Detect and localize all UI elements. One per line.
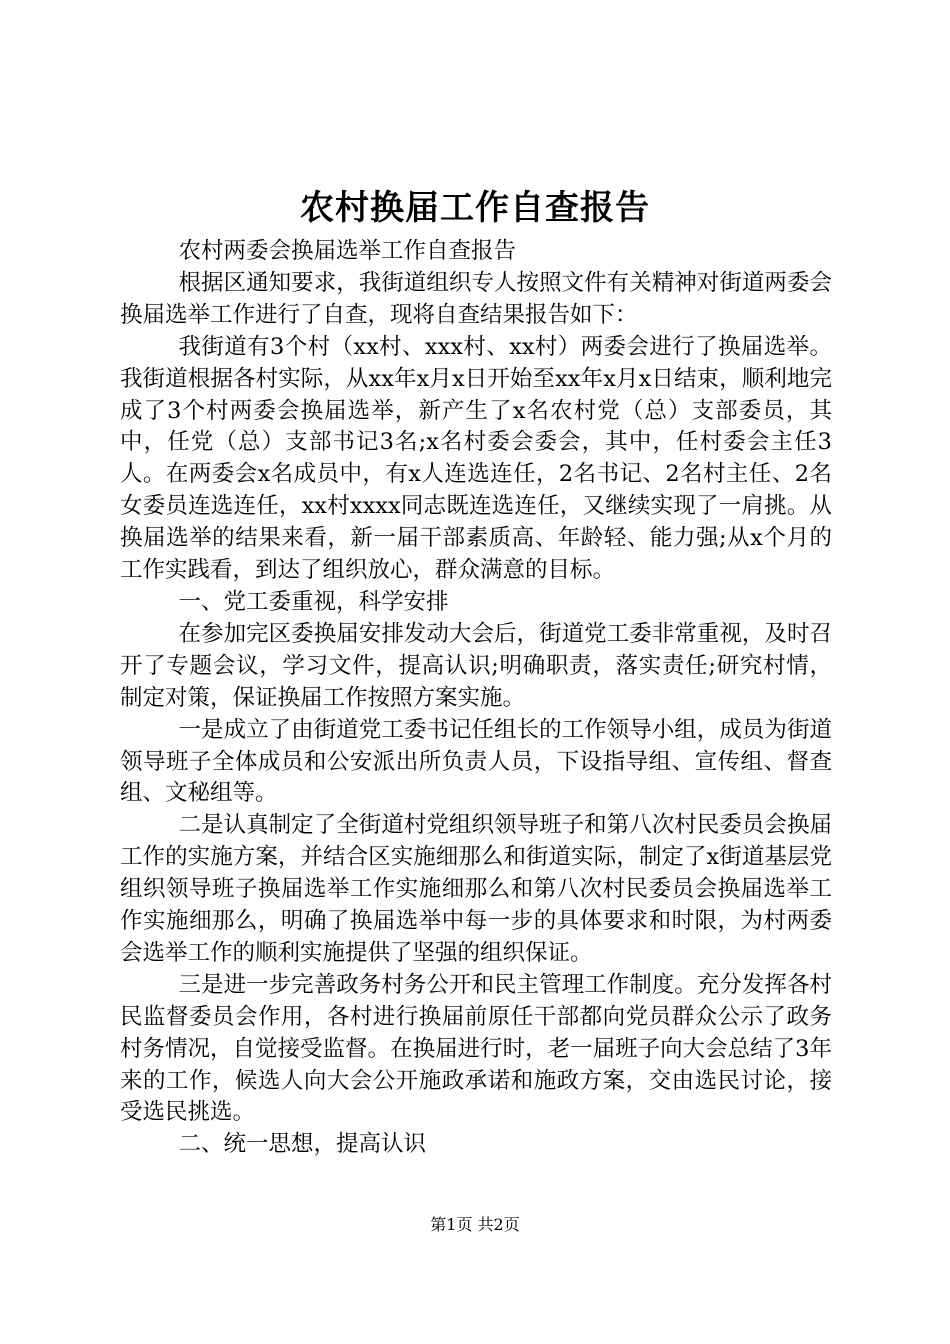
paragraph-intro: 根据区通知要求，我街道组织专人按照文件有关精神对街道两委会换届选举工作进行了自查，现将自查结果报告如下： — [120, 269, 832, 328]
document-body — [120, 236, 832, 1161]
paragraph-overview: 我街道有3个村（xx村、xxx村、xx村）两委会进行了换届选举。我街道根据各村实际，从xx年x月x日开始至xx年x月x日结束，顺利地完成了3个村两委会换届选举，新产生了x名农村党（总）支部委员，其中，任党（总）支部书记3名;x名村委会委会，其中，任村委会主任3人。在两委会x名成员中，有x人连选连任，2名书记、2名村主任、2名女委员连选连任，xx村xxxx同志既连选连任，又继续实现了一肩挑。从换届选举的结果来看，新一届干部素质高、年龄轻、能力强;从x个月的工作实践看，到达了组织放心，群众满意的目标。 — [120, 333, 832, 584]
paragraph-point-1: 一是成立了由街道党工委书记任组长的工作领导小组，成员为街道领导班子全体成员和公安派出所负责人员，下设指导组、宣传组、督查组、文秘组等。 — [120, 716, 832, 807]
page-footer: 第1页 共2页 — [430, 1215, 520, 1234]
paragraph-point-2: 二是认真制定了全街道村党组织领导班子和第八次村民委员会换届工作的实施方案，并结合区实施细那么和街道实际，制定了x街道基层党组织领导班子换届选举工作实施细那么和第八次村民委员会换届选举工作实施细那么，明确了换届选举中每一步的具体要求和时限，为村两委会选举工作的顺利实施提供了坚强的组织保证。 — [120, 812, 832, 966]
section-heading-1: 一、党工委重视，科学安排 — [178, 588, 449, 615]
paragraph-section-1: 在参加完区委换届安排发动大会后，街道党工委非常重视，及时召开了专题会议，学习文件，提高认识;明确职责，落实责任;研究村情，制定对策，保证换届工作按照方案实施。 — [120, 620, 832, 711]
page-title: 农村换届工作自查报告 — [300, 188, 650, 228]
section-heading-2: 二、统一思想，提高认识 — [178, 1131, 427, 1158]
paragraph-subtitle: 农村两委会换届选举工作自查报告 — [178, 238, 517, 264]
paragraph-point-3: 三是进一步完善政务村务公开和民主管理工作制度。充分发挥各村民监督委员会作用，各村进行换届前原任干部都向党员群众公示了政务村务情况，自觉接受监督。在换届进行时，老一届班子向大会总结了3年来的工作，候选人向大会公开施政承诺和施政方案，交由选民讨论，接受选民挑选。 — [120, 971, 832, 1126]
